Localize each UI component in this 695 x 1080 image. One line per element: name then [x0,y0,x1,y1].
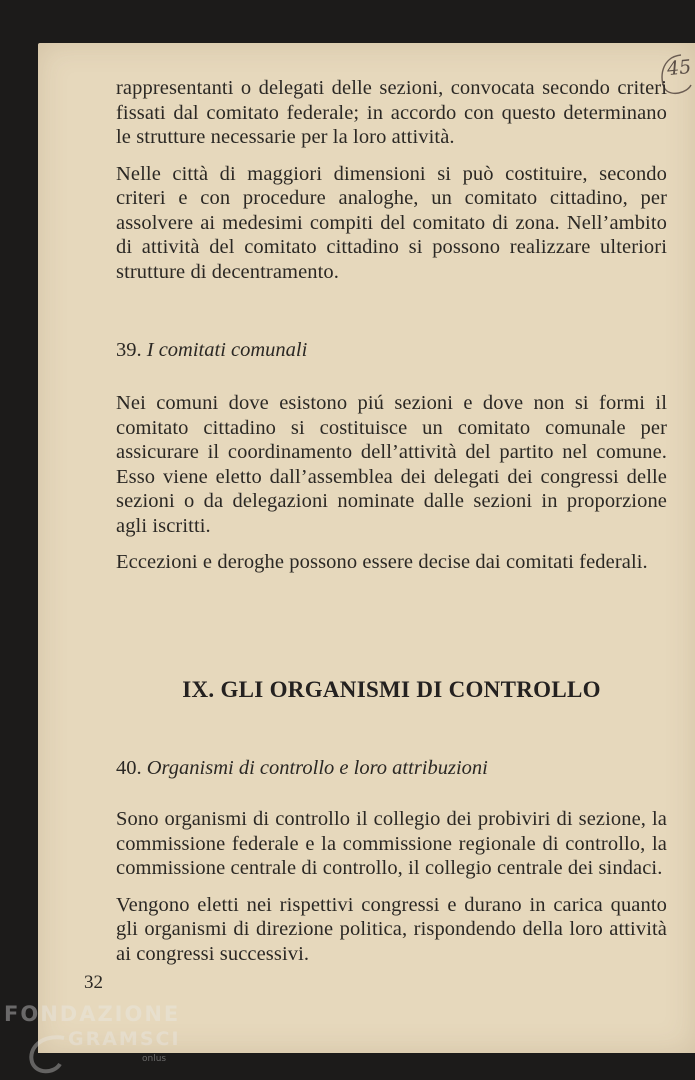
paragraph: Vengono eletti nei rispettivi congressi e durano in carica quanto gli organismi di direzione politica, rispondendo della loro attività ai congressi successivi. [116,893,667,965]
watermark-text: FONDAZIONE [4,1002,181,1026]
section-number: 40. [116,757,142,779]
handwritten-page-annotation: 45 [665,55,693,81]
section-title: I comitati comunali [146,339,308,361]
paragraph: Nei comuni dove esistono piú sezioni e dove non si formi il comitato cittadino si costituisce un comitato comunale per assicurare il coordinamento dell’attività del partito nel comune. Esso viene eletto dall’assemblea dei delegati dei congressi delle sezioni o da delegazioni nominate dalle sezioni in proporzione agli iscritti. [116,392,667,537]
section-title: Organismi di controllo e loro attribuzioni [146,757,488,779]
chapter-title: IX. GLI ORGANISMI DI CONTROLLO [182,677,601,702]
watermark-logo [2,1002,182,1076]
watermark-swirl-icon [24,1030,74,1076]
paragraph: Sono organismi di controllo il collegio dei probiviri di sezione, la commissione federale e la commissione regionale di controllo, la commissione centrale di controllo, il collegio centrale dei sindaci. [116,808,667,879]
watermark-text: onlus [142,1054,167,1064]
section-heading-39 [116,339,667,362]
text-block-top [116,76,667,296]
text-block-39 [116,391,667,587]
section-heading-40 [116,757,667,780]
text-block-40 [116,807,667,978]
paragraph: Eccezioni e deroghe possono essere decise dai comitati federali. [116,551,648,573]
paragraph: rappresentanti o delegati delle sezioni, convocata secondo criteri fissati dal comitato federale; in accordo con questo determinano le strutture necessarie per la loro attività. [116,77,667,148]
book-page [38,43,695,1053]
section-number: 39. [116,339,142,361]
paragraph: Nelle città di maggiori dimensioni si può costituire, secondo criteri e con procedure analoghe, un comitato cittadino, per assolvere ai medesimi compiti del comitato di zona. Nell’ambito di attività del comitato cittadino si possono realizzare ulteriori strutture di decentramento. [116,162,667,283]
page-number: 32 [84,972,103,993]
watermark-text: GRAMSCI [68,1028,181,1050]
